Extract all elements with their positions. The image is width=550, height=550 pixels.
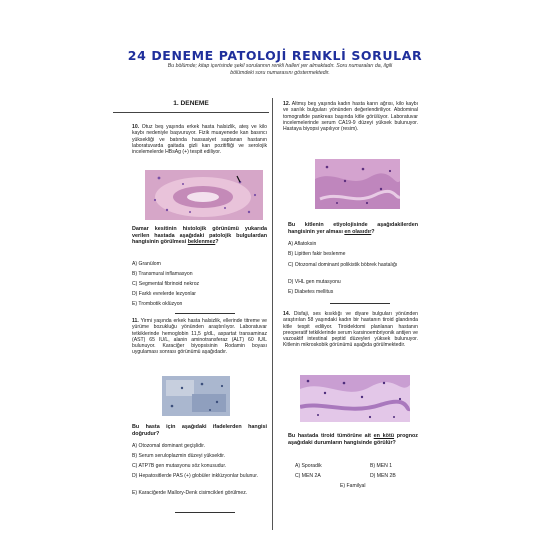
q11-option-b[interactable]: B) Serum seruloplazmin düzeyi yüksektir.	[132, 453, 226, 459]
q14-question-end: prognoz aşağıdaki durumların hangisinde görülür?	[288, 433, 419, 446]
q11-option-e[interactable]: E) Karaciğerde Mallory-Denk cisimcikleri görülmez.	[132, 490, 248, 496]
q10-question	[132, 226, 267, 246]
q14-option-b[interactable]: B) MEN 1	[370, 463, 393, 469]
q14-question-emphasis: en kötü	[373, 433, 395, 439]
q14-option-c[interactable]: C) MEN 2A	[295, 473, 321, 479]
q14-question-text: Bu hastada tiroid tümörüne ait	[288, 433, 371, 439]
q11-biopsy-image	[162, 376, 230, 416]
q11-stem	[132, 318, 267, 356]
q12-biopsy-image	[315, 159, 400, 209]
q12-separator	[330, 303, 390, 304]
q11-number: 11.	[132, 318, 139, 324]
q10-option-e[interactable]: E) Trombotik oklüzyon	[132, 301, 183, 307]
q10-question-text: Damar kesitinin histolojik görünümü yukarıda verilen hastada aşağıdaki patolojik bulgulardan hangisinin görülmesi	[132, 226, 267, 246]
section-heading: 1. DENEME	[173, 100, 209, 107]
q11-option-d[interactable]: D) Hepatositlerde PAS (+) globüler inklüzyonlar bulunur.	[132, 473, 259, 479]
q10-option-c[interactable]: C) Segmental fibrinoid nekroz	[132, 281, 200, 287]
q12-question-end: ?	[371, 228, 375, 235]
q10-histology-image	[145, 170, 263, 220]
q10-option-d[interactable]: D) Farklı evrelerde lezyonlar	[132, 291, 196, 297]
q12-option-d[interactable]: D) VHL gen mutasyonu	[288, 279, 341, 285]
q11-stem-text: Yirmi yaşında erkek hasta halsizlik, ellerinde titreme ve yürüme bozukluğu yönünden araştırılıyor. Laboratuvar tetkiklerinde hemoglobin 11,5 g/dL, aspartat transaminaz (AST) 65 IU/L, alanin aminotransferaz (ALT) 60 IU/L bulunuyor. Karaciğer biyopsisinin Rodamin boyası uygulaması sonrası görünümü aşağıdadır.	[132, 318, 268, 356]
q10-stem-text: Otuz beş yaşında erkek hasta halsizlik, ateş ve kilo kaybı nedeniyle başvuruyor. Fizik muayenede kan basıncı yüksekliği ve batında hassasiyet saptanan hastanın laboratuvarda gaitada gizli kan pozitifliği ve serolojik incelemelerde HBsAg (+) tespit ediliyor.	[132, 124, 267, 156]
q10-separator	[175, 313, 235, 314]
q11-option-a[interactable]: A) Otozomal dominant geçişlidir.	[132, 443, 206, 449]
q11-separator	[175, 512, 235, 513]
q14-stem-text: Disfaji, ses kısıklığı ve diyare bulguları yönünden araştırılan 58 yaşındaki kadın bir hastanın tiroid glandında kitle tespit ediliyor. Tiroidektomi planlanan hastanın preoperatif tetkiklerinde serum karsinoembriyonik antijen ve vazoaktif intestinal peptid düzeyleri yüksek bulunuyor. Kitlenin mikroskobik görünümü aşağıda görülmektedir.	[283, 311, 419, 349]
q14-option-a[interactable]: A) Sporadik	[295, 463, 322, 469]
q12-option-b[interactable]: B) Lipitten fakir beslenme	[288, 251, 346, 257]
q10-question-end: ?	[215, 239, 219, 246]
q14-stem	[283, 311, 418, 349]
page-title: 24 DENEME PATOLOJİ RENKLİ SORULAR	[127, 48, 423, 63]
q12-number: 12.	[283, 101, 291, 107]
q10-option-a[interactable]: A) Granülom	[132, 261, 161, 267]
q11-question: Bu hasta için aşağıdaki ifadelerden hangisi doğrudur?	[132, 424, 267, 437]
q12-question-text: Bu kitlenin etiyolojisinde aşağıdakilerden hangisinin yer alması	[288, 222, 418, 235]
q14-option-e[interactable]: E) Familyal	[340, 483, 366, 489]
q12-option-e[interactable]: E) Diabetes mellitus	[288, 289, 334, 295]
q12-question-emphasis: en olasıdır	[344, 228, 372, 235]
q14-number: 14.	[283, 311, 291, 317]
intro-text: Bu bölümde; kitap içerisinde şekil sorulannın renkli halleri yer almaktadır. Soru numaraları da, ilgili bölümdeki soru numarasını göstermektedir.	[167, 63, 393, 76]
column-divider	[272, 98, 273, 530]
section-divider	[113, 112, 269, 113]
q10-stem	[132, 124, 267, 155]
q14-option-d[interactable]: D) MEN 2B	[370, 473, 396, 479]
q12-question	[288, 222, 418, 235]
q12-stem	[283, 101, 418, 132]
q10-option-b[interactable]: B) Transmural inflamasyon	[132, 271, 193, 277]
q12-option-c[interactable]: C) Otozomal dominant polikistik böbrek hastalığı	[288, 262, 398, 268]
q14-microscopy-image	[300, 375, 410, 422]
q12-stem-text: Altmış beş yaşında kadın hasta karın ağrısı, kilo kaybı ve sarılık bulguları yönünden değerlendiriliyor. Abdominal tomografide pankreas başında kitle görülüyor. Laboratuvar incelemelerinde serum CA19-9 düzeyi yüksek bulunuyor. Hastaya biyopsi yapılıyor (resim).	[283, 101, 418, 133]
q11-option-c[interactable]: C) ATP7B gen mutasyonu söz konusudur.	[132, 463, 227, 469]
q12-option-a[interactable]: A) Aflatoksin	[288, 241, 317, 247]
q10-number: 10.	[132, 124, 140, 130]
q10-question-emphasis: beklenmez	[187, 239, 216, 246]
q14-question	[288, 433, 418, 446]
